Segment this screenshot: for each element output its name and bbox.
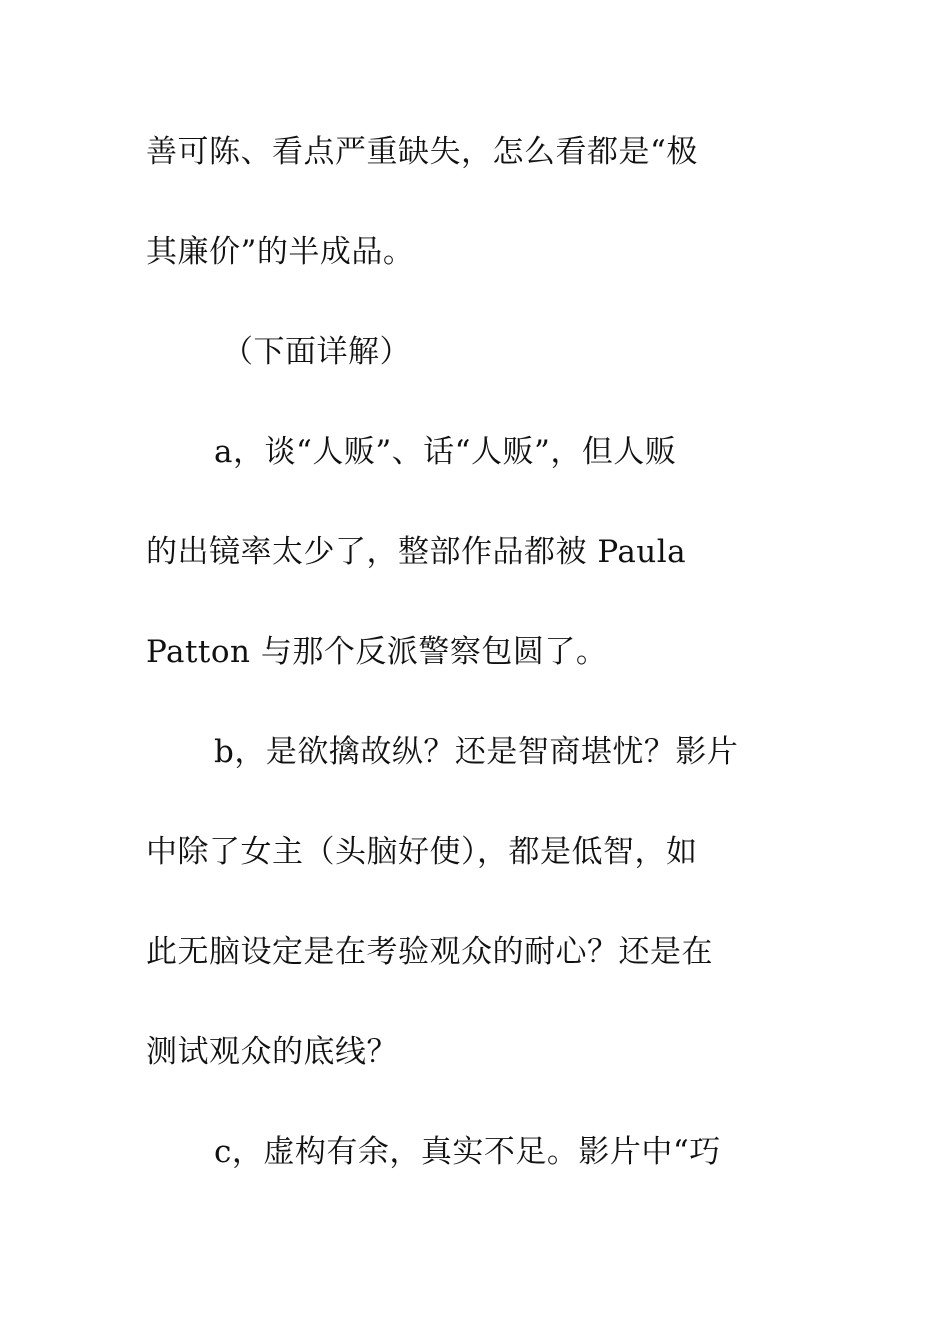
text-line-2: 其廉价”的半成品。 xyxy=(146,234,415,270)
paragraph-b-line-3: 此无脑设定是在考验观众的耐心？还是在 xyxy=(146,934,713,970)
section-heading: （下面详解） xyxy=(222,334,411,370)
paragraph-a-line-2: 的出镜率太少了，整部作品都被 Paula xyxy=(146,534,687,570)
paragraph-c-line-1: c，虚构有余，真实不足。影片中“巧 xyxy=(214,1134,721,1170)
text-line-1: 善可陈、看点严重缺失，怎么看都是“极 xyxy=(146,134,698,170)
paragraph-b-line-1: b，是欲擒故纵？还是智商堪忧？影片 xyxy=(214,734,739,770)
paragraph-a-line-1: a，谈“人贩”、话“人贩”，但人贩 xyxy=(214,434,677,470)
paragraph-b-line-4: 测试观众的底线？ xyxy=(146,1034,398,1070)
paragraph-a-line-3: Patton 与那个反派警察包圆了。 xyxy=(146,634,608,670)
paragraph-b-line-2: 中除了女主（头脑好使），都是低智，如 xyxy=(146,834,698,870)
